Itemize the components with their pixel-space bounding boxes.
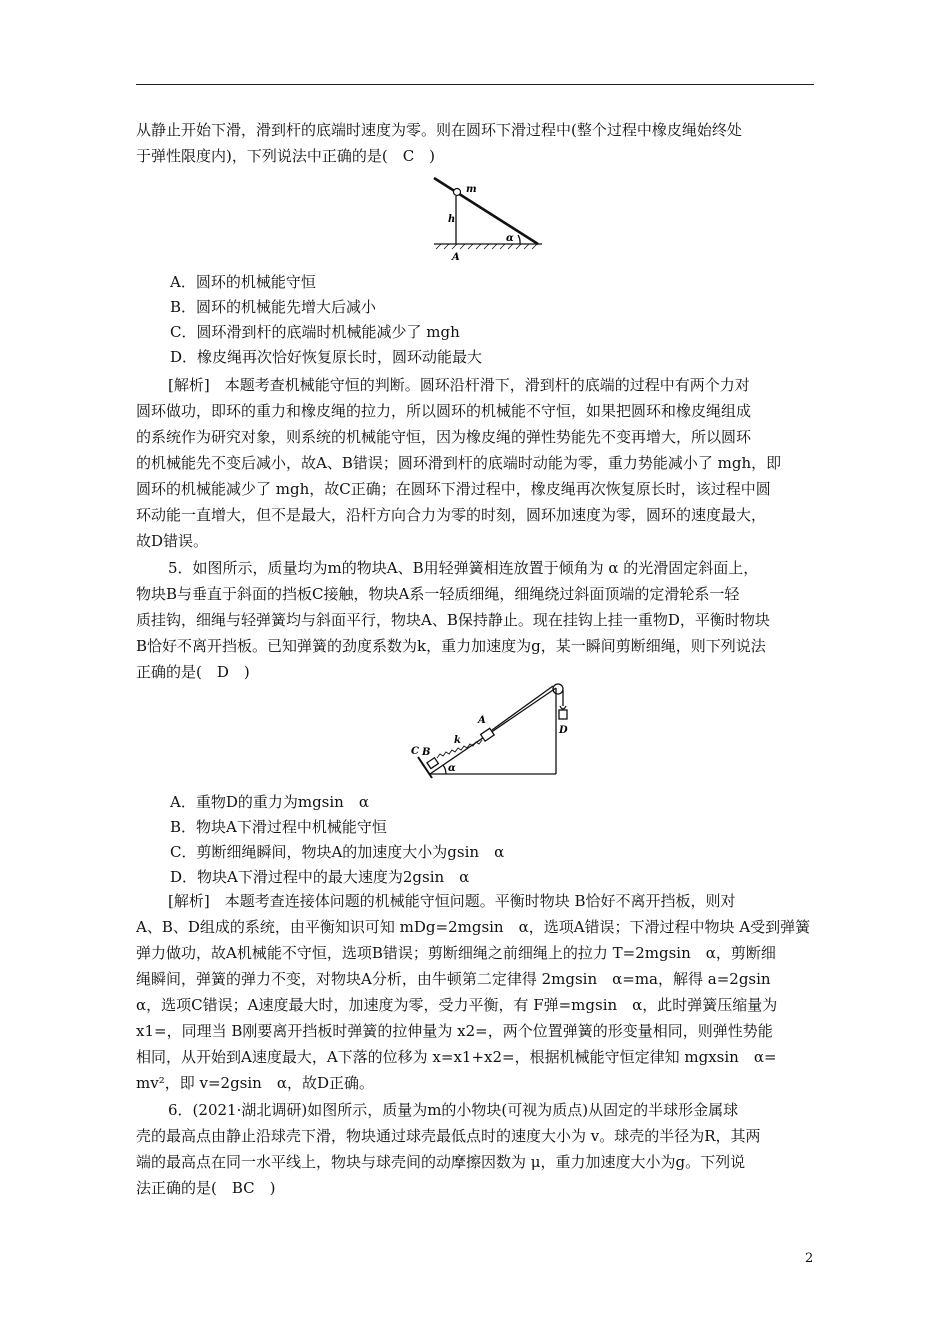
question-line: 质挂钩，细绳与轻弹簧均与斜面平行，物块A、B保持静止。现在挂钩上挂一重物D，平衡时物块 — [136, 611, 770, 629]
label-m: m — [466, 184, 477, 195]
block-A — [481, 728, 495, 741]
option-b: B．圆环的机械能先增大后减小 — [170, 298, 377, 316]
label-B: B — [422, 747, 431, 758]
label-D: D — [559, 725, 568, 736]
label-C: C — [411, 746, 419, 757]
analysis-line: α，选项C错误；A速度最大时，加速度为零，受力平衡，有 F弹=mgsin α，此时弹簧压缩量为 — [136, 996, 778, 1014]
text-line: 于弹性限度内)，下列说法中正确的是( C ) — [136, 147, 436, 165]
label-alpha: α — [506, 233, 514, 244]
angle-arc — [518, 235, 520, 244]
figure-ring-on-rod — [428, 174, 548, 264]
label-k: k — [454, 735, 461, 746]
question-line: 法正确的是( BC ) — [136, 1179, 276, 1197]
page-number: 2 — [805, 1251, 814, 1266]
question-line: B恰好不离开挡板。已知弹簧的劲度系数为k，重力加速度为g，某一瞬间剪断细绳，则下列说法 — [136, 637, 766, 655]
question-line: 壳的最高点由静止沿球壳下滑，物块通过球壳最低点时的速度大小为 v。球壳的半径为R，其两 — [136, 1127, 761, 1145]
hook — [560, 706, 566, 709]
header-rule — [136, 84, 814, 85]
rod — [434, 178, 538, 244]
analysis-line: 圆环做功，即环的重力和橡皮绳的拉力，所以圆环的机械能不守恒，如果把圆环和橡皮绳组成 — [136, 402, 752, 420]
question-line: 6．(2021·湖北调研)如图所示，质量为m的小物块(可视为质点)从固定的半球形金属球 — [168, 1101, 739, 1119]
label-A: A — [478, 715, 486, 726]
label-h: h — [448, 214, 456, 225]
incline-surface — [430, 688, 556, 774]
analysis-line: 圆环的机械能减少了 mgh，故C正确；在圆环下滑过程中，橡皮绳再次恢复原长时，该过程中圆 — [136, 480, 771, 498]
question-line: 正确的是( D ) — [136, 663, 250, 681]
question-line: 端的最高点在同一水平线上，物块与球壳间的动摩擦因数为 μ，重力加速度大小为g。下列说 — [136, 1153, 746, 1171]
option-d: D．橡皮绳再次恰好恢复原长时，圆环动能最大 — [170, 348, 483, 366]
analysis-line: 的机械能先不变后减小，故A、B错误；圆环滑到杆的底端时动能为零，重力势能减小了 mgh，即 — [136, 454, 782, 472]
analysis-line: 绳瞬间，弹簧的弹力不变，对物块A分析，由牛顿第二定律得 2mgsin α=ma，解得 a=2gsin — [136, 970, 771, 988]
analysis-line: [解析] 本题考查机械能守恒的判断。圆环沿杆滑下，滑到杆的底端的过程中有两个力对 — [168, 376, 750, 394]
ground-hatch — [436, 244, 537, 249]
analysis-line: 相同，从开始到A速度最大，A下落的位移为 x=x1+x2=，根据机械能守恒定律知 mgxsin α= — [136, 1048, 777, 1066]
weight-D — [559, 710, 567, 719]
option-c: C．圆环滑到杆的底端时机械能减少了 mgh — [170, 323, 460, 341]
figure-incline-spring — [408, 676, 578, 780]
label-A: A — [452, 252, 460, 263]
question-line: 5．如图所示，质量均为m的物块A、B用轻弹簧相连放置于倾角为 α 的光滑固定斜面上， — [168, 559, 759, 577]
option-d: D．物块A下滑过程中的最大速度为2gsin α — [170, 868, 470, 886]
question-line: 物块B与垂直于斜面的挡板C接触，物块A系一轻质细绳，细绳绕过斜面顶端的定滑轮系一轻 — [136, 585, 740, 603]
analysis-line: [解析] 本题考查连接体问题的机械能守恒问题。平衡时物块 B恰好不离开挡板，则对 — [168, 892, 736, 910]
option-a: A．圆环的机械能守恒 — [170, 273, 316, 291]
label-alpha: α — [448, 763, 456, 774]
option-a: A．重物D的重力为mgsin α — [170, 793, 369, 811]
ring — [454, 189, 461, 196]
analysis-line: 环动能一直增大，但不是最大，沿杆方向合力为零的时刻，圆环加速度为零，圆环的速度最大， — [136, 506, 767, 524]
option-c: C．剪断细绳瞬间，物块A的加速度大小为gsin α — [170, 843, 505, 861]
angle-arc — [443, 765, 446, 774]
analysis-line: 弹力做功，故A机械能不守恒，选项B错误；剪断细绳之前细绳上的拉力 T=2mgsin α，剪断细 — [136, 944, 776, 962]
analysis-line: x1=，同理当 B刚要离开挡板时弹簧的拉伸量为 x2=，两个位置弹簧的形变量相同，则弹性势能 — [136, 1022, 773, 1040]
analysis-line: mv²，即 v=2gsin α，故D正确。 — [136, 1074, 374, 1092]
analysis-line: 故D错误。 — [136, 532, 209, 550]
option-b: B．物块A下滑过程中机械能守恒 — [170, 818, 387, 836]
rope — [492, 686, 553, 730]
analysis-line: A、B、D组成的系统，由平衡知识可知 mDg=2mgsin α，选项A错误；下滑过程中物块 A受到弹簧 — [136, 918, 811, 936]
text-line: 从静止开始下滑，滑到杆的底端时速度为零。则在圆环下滑过程中(整个过程中橡皮绳始终处 — [136, 121, 742, 139]
block-B — [427, 758, 438, 769]
analysis-line: 的系统作为研究对象，则系统的机械能守恒，因为橡皮绳的弹性势能先不变再增大，所以圆环 — [136, 428, 752, 446]
